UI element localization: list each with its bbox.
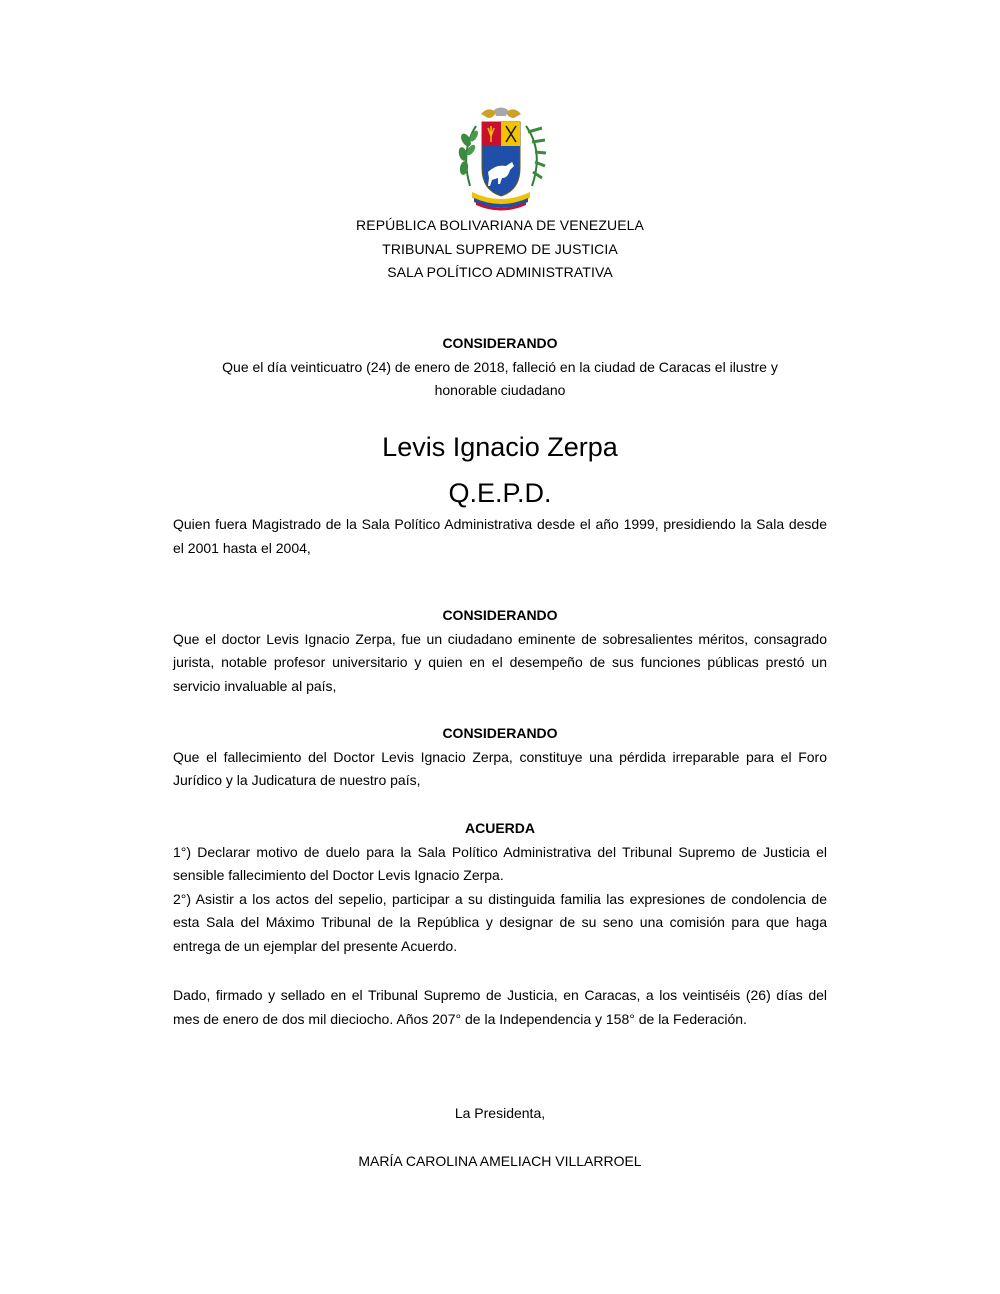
honoree-qepd: Q.E.P.D.: [448, 478, 552, 508]
acuerda-item-2: 2°) Asistir a los actos del sepelio, participar a su distinguida familia las expresiones de condolencia de esta Sala del Máximo Tribunal de la República y designar de su seno una comisión para que haga entrega de un ejemplar del presente Acuerdo.: [173, 890, 827, 954]
considerando-heading: CONSIDERANDO: [442, 725, 558, 741]
closing-paragraph: Dado, firmado y sellado en el Tribunal Supremo de Justicia, en Caracas, a los veintiséis (26) días del mes de enero de dos mil dieciocho. Años 207° de la Independencia y 158° de la Federación.: [173, 987, 827, 1027]
considerando-1: [173, 332, 827, 403]
considerando-1-continuation: Quien fuera Magistrado de la Sala Político Administrativa desde el año 1999, presidiendo la Sala desde el 2001 hasta el 2004,: [173, 516, 827, 556]
considerando-2: [173, 604, 827, 698]
considerando-heading: CONSIDERANDO: [442, 335, 558, 351]
considerando-text-line: honorable ciudadano: [434, 382, 566, 398]
acuerda-section: [173, 817, 827, 958]
considerando-text-line: Que el día veinticuatro (24) de enero de 2018, falleció en la ciudad de Caracas el ilustre y: [222, 358, 778, 375]
considerando-heading: CONSIDERANDO: [442, 607, 558, 623]
acuerda-heading: ACUERDA: [465, 820, 535, 836]
document-header: [0, 214, 1000, 285]
header-sala: SALA POLÍTICO ADMINISTRATIVA: [387, 264, 613, 280]
header-tribunal: TRIBUNAL SUPREMO DE JUSTICIA: [382, 240, 618, 257]
signature-name: MARÍA CAROLINA AMELIACH VILLARROEL: [358, 1153, 642, 1169]
coat-of-arms-icon: [456, 106, 546, 216]
acuerda-item-1: 1°) Declarar motivo de duelo para la Sala Político Administrativa del Tribunal Supremo de Justicia el sensible fallecimiento del Doctor Levis Ignacio Zerpa.: [173, 843, 827, 883]
header-country: REPÚBLICA BOLIVARIANA DE VENEZUELA: [356, 217, 644, 233]
considerando-text: Que el fallecimiento del Doctor Levis Ignacio Zerpa, constituye una pérdida irreparable para el Foro Jurídico y la Judicatura de nuestro país,: [173, 748, 827, 788]
considerando-3: [173, 722, 827, 793]
considerando-text: Que el doctor Levis Ignacio Zerpa, fue un ciudadano eminente de sobresalientes méritos, consagrado jurista, notable profesor universitario y quien en el desempeño de sus funciones públicas prestó un servicio invaluable al país,: [173, 630, 827, 694]
honoree-name: Levis Ignacio Zerpa: [382, 432, 618, 462]
signature-title: La Presidenta,: [454, 1105, 546, 1121]
